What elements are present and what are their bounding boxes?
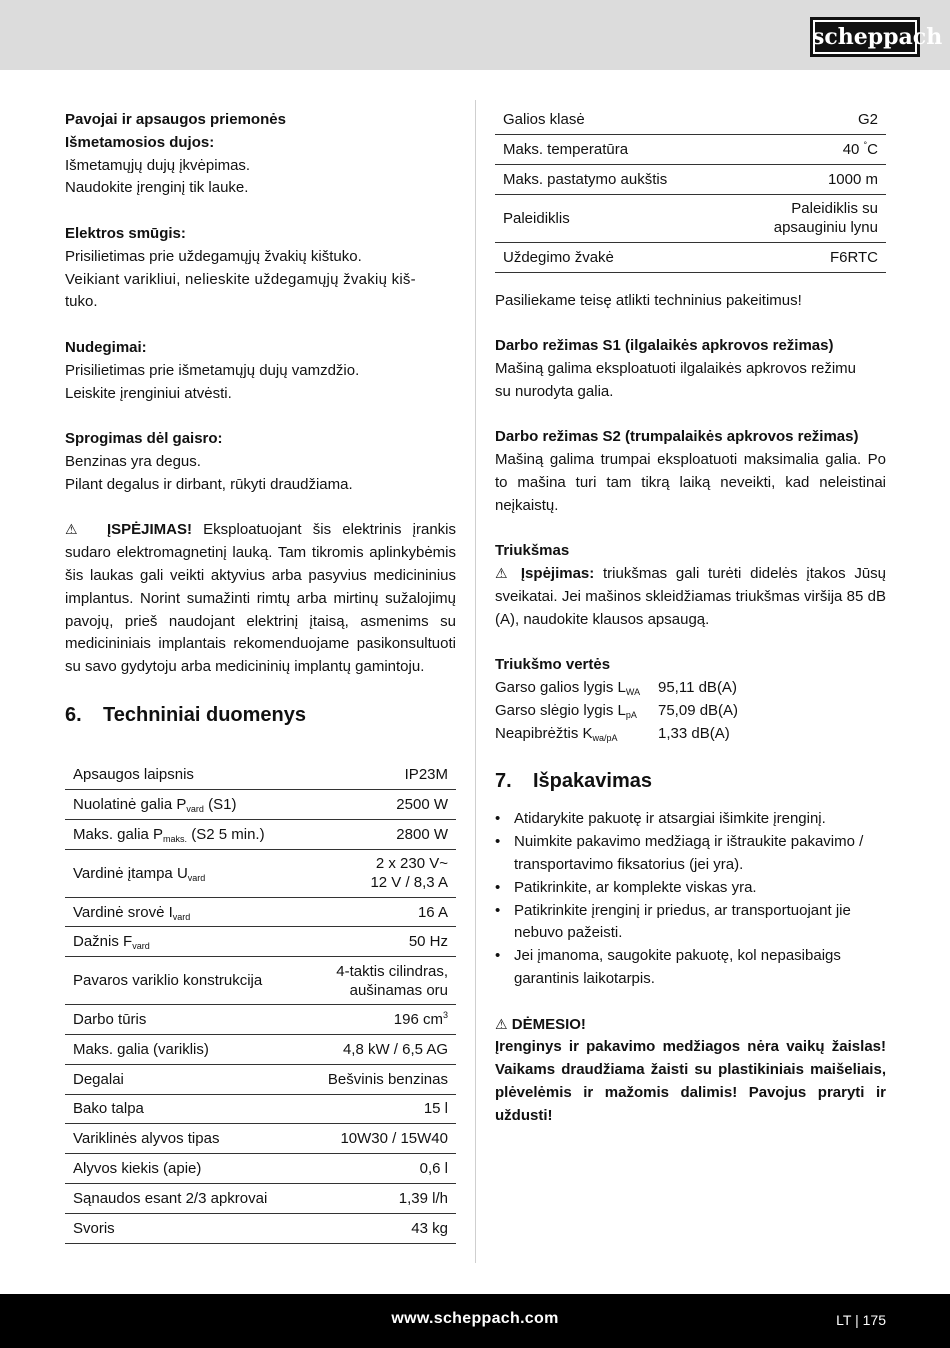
spec-label: Uždegimo žvakė <box>495 242 730 272</box>
shock-line: tuko. <box>65 293 98 311</box>
header-band <box>0 0 950 70</box>
s2-text: Mašiną galima trumpai eksploatuoti maksimalia galia. Po to mašina turi tam tikrą laiką neveikti, kad neleistinai neįkaistų. <box>495 451 886 514</box>
spec-label: Paleidiklis <box>495 194 730 242</box>
list-item: • Patikrinkite įrenginį ir priedus, ar transportuojant jie nebuvo pažeisti. <box>495 900 886 946</box>
spec-value: Paleidiklis su apsauginiu lynu <box>730 194 886 242</box>
exhaust-line: Išmetamųjų dujų įkvėpimas. <box>65 156 251 174</box>
burns-line: Prisilietimas prie išmetamųjų dujų vamzdžio. <box>65 361 360 379</box>
list-item: • Atidarykite pakuotę ir atsargiai išimkite įrenginį. <box>495 808 886 831</box>
section-number: 7. <box>495 770 512 793</box>
page-number: LT | 175 <box>836 1312 886 1328</box>
website-link[interactable]: www.scheppach.com <box>391 1310 559 1327</box>
noise-title: Triukšmas <box>495 542 570 560</box>
spec-row <box>65 1005 456 1035</box>
spec-label: Sąnaudos esant 2/3 apkrovai <box>65 1183 302 1213</box>
explosion-line: Pilant degalus ir dirbant, rūkyti draudžiama. <box>65 475 353 493</box>
spec-value: 1000 m <box>730 165 886 195</box>
s1-line: Mašiną galima eksploatuoti ilgalaikės apkrovos režimu <box>495 360 857 378</box>
s1-line: su nurodyta galia. <box>495 382 614 400</box>
spec-row <box>65 897 456 927</box>
shock-line: Prisilietimas prie uždegamųjų žvakių kištuko. <box>65 247 362 265</box>
section-7-heading <box>495 768 886 794</box>
spec-label: Svoris <box>65 1213 302 1243</box>
spec-row <box>495 242 886 272</box>
noise-warning-text: triukšmas gali turėti didelės įtakos Jūsų sveikatai. Jei mašinos skleidžiamas triukšmas viršija 85 dB (A), naudokite klausos apsaugą. <box>495 565 887 628</box>
hazards-title: Pavojai ir apsaugos priemonės <box>65 111 286 128</box>
spec-row <box>65 1094 456 1124</box>
tech-specs-table-continued <box>495 105 886 273</box>
spec-row <box>65 1124 456 1154</box>
spec-value: 2500 W <box>302 790 456 820</box>
s1-title: Darbo režimas S1 (ilgalaikės apkrovos režimas) <box>495 337 834 355</box>
spec-row <box>495 135 886 165</box>
noise-values-title: Triukšmo vertės <box>495 656 611 674</box>
spec-value: 2 x 230 V~ 12 V / 8,3 A <box>302 849 456 897</box>
spec-label: Maks. pastatymo aukštis <box>495 165 730 195</box>
spec-label: Darbo tūris <box>65 1005 302 1035</box>
spec-value: 2800 W <box>302 819 456 849</box>
spec-row <box>65 849 456 897</box>
attention-text: Įrenginys ir pakavimo medžiagos nėra vaikų žaislas! Vaikams draudžiama žaisti su plastikiniais maišeliais, plėvelėmis ir mažomis dalimis! Pavojus praryti ir uždusti! <box>495 1038 886 1124</box>
noise-value-row <box>495 677 886 700</box>
spec-row <box>495 194 886 242</box>
warning-icon: ⚠ <box>495 566 513 583</box>
column-divider <box>475 100 476 1263</box>
section-title: Techniniai duomenys <box>103 703 306 726</box>
spec-label: Maks. galia (variklis) <box>65 1035 302 1065</box>
spec-value: 43 kg <box>302 1213 456 1243</box>
warning-icon: ⚠ <box>495 1016 508 1033</box>
spec-label: Galios klasė <box>495 105 730 135</box>
explosion-line: Benzinas yra degus. <box>65 452 201 470</box>
spec-label: Alyvos kiekis (apie) <box>65 1154 302 1184</box>
spec-value: 0,6 l <box>302 1154 456 1184</box>
footer-bar <box>0 1294 950 1348</box>
spec-label: Vardinė įtampa $U_{vard}$ <box>65 849 302 897</box>
spec-row <box>65 819 456 849</box>
tech-specs-table <box>65 760 456 1244</box>
spec-row <box>65 957 456 1005</box>
spec-value: 4,8 kW / 6,5 AG <box>302 1035 456 1065</box>
noise-value-row <box>495 700 886 723</box>
spec-row <box>65 790 456 820</box>
spec-value: 4-taktis cilindras, aušinamas oru <box>302 957 456 1005</box>
spec-label: Pavaros variklio konstrukcija <box>65 957 302 1005</box>
attention-label: DĖMESIO! <box>511 1015 586 1033</box>
noise-values-block <box>495 654 886 745</box>
explosion-title: Sprogimas dėl gaisro: <box>65 430 223 448</box>
spec-value: 16 A <box>302 897 456 927</box>
s2-block <box>495 426 886 517</box>
section-6-heading <box>65 702 456 728</box>
shock-line: Veikiant varikliui, nelieskite uždegamųjų žvakių kiš- <box>65 270 416 288</box>
spec-label: Maks. galia $P_{maks.}$ (S2 5 min.) <box>65 819 302 849</box>
spec-row <box>65 1154 456 1184</box>
warning-text: Eksploatuojant šis elektrinis įrankis sudaro elektromagnetinį lauką. Tam tikromis aplinkybėmis šis laukas gali veikti aktyvius arba pasyvius medicininius implantus. Norint sumažinti rimtų arba mirtinų sužalojimų pavojų, prieš naudojant elektrinį įtaisą, asmenims su medicininiais implantais rekomenduojame pasikonsultuoti su savo gydytoju arba medicininių implantų gamintoju. <box>65 521 456 676</box>
spec-value: 40 °C <box>730 135 886 165</box>
attention-heading <box>495 1014 886 1037</box>
exhaust-title: Išmetamosios dujos: <box>65 133 215 151</box>
spec-row <box>495 165 886 195</box>
spec-value: 196 $cm^3$ <box>302 1005 456 1035</box>
list-item: • Patikrinkite, ar komplekte viskas yra. <box>495 877 886 900</box>
spec-label: Degalai <box>65 1064 302 1094</box>
noise-value-row <box>495 723 886 746</box>
noise-value-label: Neapibrėžtis $K_{wa/pA}$ <box>495 724 618 743</box>
spec-value: 50 Hz <box>302 927 456 957</box>
spec-label: Nuolatinė galia $P_{vard}$ (S1) <box>65 790 302 820</box>
spec-row <box>65 1213 456 1243</box>
s1-block <box>495 335 886 403</box>
list-item: • Jei įmanoma, saugokite pakuotę, kol nepasibaigs garantinis laikotarpis. <box>495 945 886 991</box>
spec-label: Dažnis $F_{vard}$ <box>65 927 302 957</box>
spec-value: F6RTC <box>730 242 886 272</box>
spec-label: Variklinės alyvos tipas <box>65 1124 302 1154</box>
noise-value-label: Garso galios lygis $L_{WA}$ <box>495 679 641 698</box>
burns-block <box>65 337 456 405</box>
spec-value: G2 <box>730 105 886 135</box>
noise-value: 1,33 dB(A) <box>658 724 730 742</box>
section-title: Išpakavimas <box>533 770 652 793</box>
spec-value: 15 l <box>302 1094 456 1124</box>
warning-label: ĮSPĖJIMAS! <box>106 521 192 539</box>
spec-label: Bako talpa <box>65 1094 302 1124</box>
right-column <box>495 105 886 1150</box>
spec-row <box>65 1183 456 1213</box>
hazards-block <box>65 109 456 200</box>
noise-value: 75,09 dB(A) <box>658 702 739 720</box>
spec-row <box>65 1064 456 1094</box>
section-number: 6. <box>65 703 82 726</box>
s2-title: Darbo režimas S2 (trumpalaikės apkrovos režimas) <box>495 428 859 446</box>
unpacking-list <box>495 808 886 990</box>
noise-value-label: Garso slėgio lygis $L_{pA}$ <box>495 702 637 721</box>
noise-warning <box>495 563 886 631</box>
spec-value: 10W30 / 15W40 <box>302 1124 456 1154</box>
attention-block <box>495 1014 886 1128</box>
burns-title: Nudegimai: <box>65 338 147 356</box>
left-column <box>65 109 456 1244</box>
noise-block <box>495 540 886 631</box>
noise-value: 95,11 dB(A) <box>658 679 737 697</box>
list-item: • Nuimkite pakavimo medžiagą ir ištraukite pakavimo / transportavimo fiksatorius (jei yra). <box>495 831 886 877</box>
warning-icon: ⚠ <box>65 522 85 539</box>
explosion-block <box>65 428 456 496</box>
shock-title: Elektros smūgis: <box>65 224 186 242</box>
shock-block <box>65 223 456 314</box>
burns-line: Leiskite įrenginiui atvėsti. <box>65 384 232 402</box>
spec-row <box>65 1035 456 1065</box>
spec-value: IP23M <box>302 760 456 790</box>
spec-value: 1,39 l/h <box>302 1183 456 1213</box>
emf-warning <box>65 519 456 679</box>
spec-row <box>495 105 886 135</box>
noise-warning-label: Įspėjimas: <box>520 565 595 583</box>
spec-label: Vardinė srovė $I_{vard}$ <box>65 897 302 927</box>
scheppach-logo: scheppach <box>810 17 920 57</box>
spec-row <box>65 760 456 790</box>
spec-label: Apsaugos laipsnis <box>65 760 302 790</box>
spec-value: Bešvinis benzinas <box>302 1064 456 1094</box>
spec-label: Maks. temperatūra <box>495 135 730 165</box>
exhaust-line: Naudokite įrenginį tik lauke. <box>65 179 249 197</box>
technical-changes-notice: Pasiliekame teisę atlikti techninius pakeitimus! <box>495 291 802 309</box>
spec-row <box>65 927 456 957</box>
